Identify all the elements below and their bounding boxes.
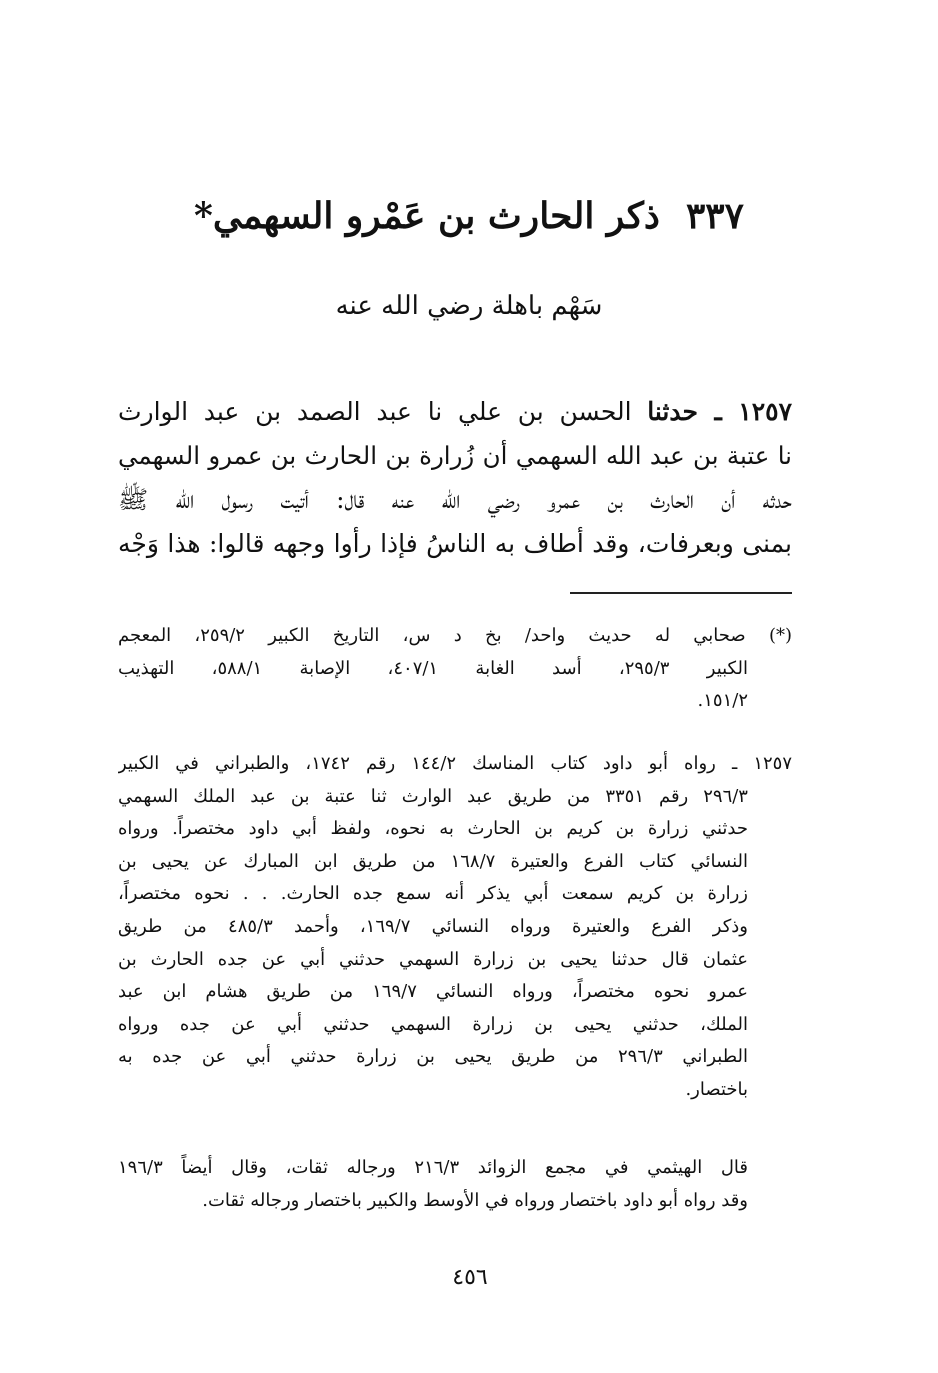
footnote-line: ٢٩٦/٣ رقم ٣٣٥١ من طريق عبد الوارث ثنا عتبة بن عبد الملك السهمي — [118, 785, 748, 807]
footnote-line: (*) صحابي له حديث واحد/ بخ د س، التاريخ الكبير ٢٥٩/٢، المعجم — [118, 625, 792, 646]
footnote-line: وقد رواه أبو داود باختصار ورواه في الأوسط والكبير باختصار ورجاله ثقات. — [202, 1189, 748, 1211]
hadith-line — [118, 390, 792, 434]
footnote-hadith-1257 — [118, 748, 792, 1107]
footnote-haythami — [118, 1152, 792, 1217]
footnote-line: الطبراني ٢٩٦/٣ من طريق يحيى بن زرارة حدثني أبي عن جده به — [118, 1046, 748, 1068]
hadith-text — [118, 390, 792, 566]
footnote-companion — [118, 620, 792, 718]
hadith-line — [118, 522, 792, 566]
hadith-line-text: الحسن بن علي نا عبد الصمد بن عبد الوارث — [118, 397, 648, 426]
footnote-line: حدثني زرارة بن كريم بن الحارث به نحوه، ولفظ أبي داود مختصراً. ورواه — [118, 818, 748, 840]
footnote-line: النسائي كتاب الفرع والعتيرة ١٦٨/٧ من طريق ابن المبارك عن يحيى بن — [118, 850, 748, 872]
footnote-line: ١٥١/٢. — [697, 690, 748, 712]
footnote-line: زرارة بن كريم سمعت أبي يذكر أنه سمع جده الحارث. . . نحوه مختصراً، — [118, 883, 748, 905]
hadith-lead: ١٢٥٧ ـ حدثنا — [647, 397, 792, 426]
page-number: ٤٥٦ — [452, 1265, 488, 1290]
chapter-number: ٣٣٧ — [685, 195, 744, 237]
hadith-line-text: حدثه أن الحارث بن عمرو رضي الله عنه قال: أتيت رسول الله ﷺ — [118, 485, 792, 514]
footnote-line: الكبير ٢٩٥/٣، أسد الغابة ٤٠٧/١، الإصابة ٥٨٨/١، التهذيب — [118, 657, 748, 679]
chapter-subtitle: سَهْم باهلة رضي الله عنه — [335, 291, 603, 321]
hadith-line — [118, 478, 792, 522]
hadith-line — [118, 434, 792, 478]
footnote-line: الملك، حدثني يحيى بن زرارة السهمي حدثني أبي عن جده ورواه — [118, 1013, 748, 1035]
hadith-line-text: نا عتبة بن عبد الله السهمي أن زُرارة بن الحارث بن عمرو السهمي — [118, 441, 792, 470]
footnote-separator — [570, 592, 792, 594]
footnote-line: قال الهيثمي في مجمع الزوائد ٢١٦/٣ ورجاله ثقات، وقال أيضاً ١٩٦/٣ — [118, 1157, 748, 1178]
chapter-title — [180, 188, 758, 244]
footnote-line: عثمان قال حدثنا يحيى بن زرارة السهمي حدثني أبي عن جده الحارث بن — [118, 948, 748, 970]
footnote-line: باختصار. — [685, 1078, 748, 1100]
footnote-line: ١٢٥٧ ـ رواه أبو داود كتاب المناسك ١٤٤/٢ رقم ١٧٤٢، والطبراني في الكبير — [118, 753, 792, 774]
hadith-line-text: بمنى وبعرفات، وقد أطاف به الناسُ فإذا رأوا وجهه قالوا: هذا وَجْه — [118, 529, 792, 558]
footnote-line: عمرو نحوه مختصراً، ورواه النسائي ١٦٩/٧ من طريق هشام ابن عبد — [118, 981, 749, 1003]
chapter-heading: ذكر الحارث بن عَمْرو السهمي* — [194, 195, 660, 237]
footnote-line: وذكر الفرع والعتيرة ورواه النسائي ١٦٩/٧، وأحمد ٤٨٥/٣ من طريق — [118, 915, 748, 937]
